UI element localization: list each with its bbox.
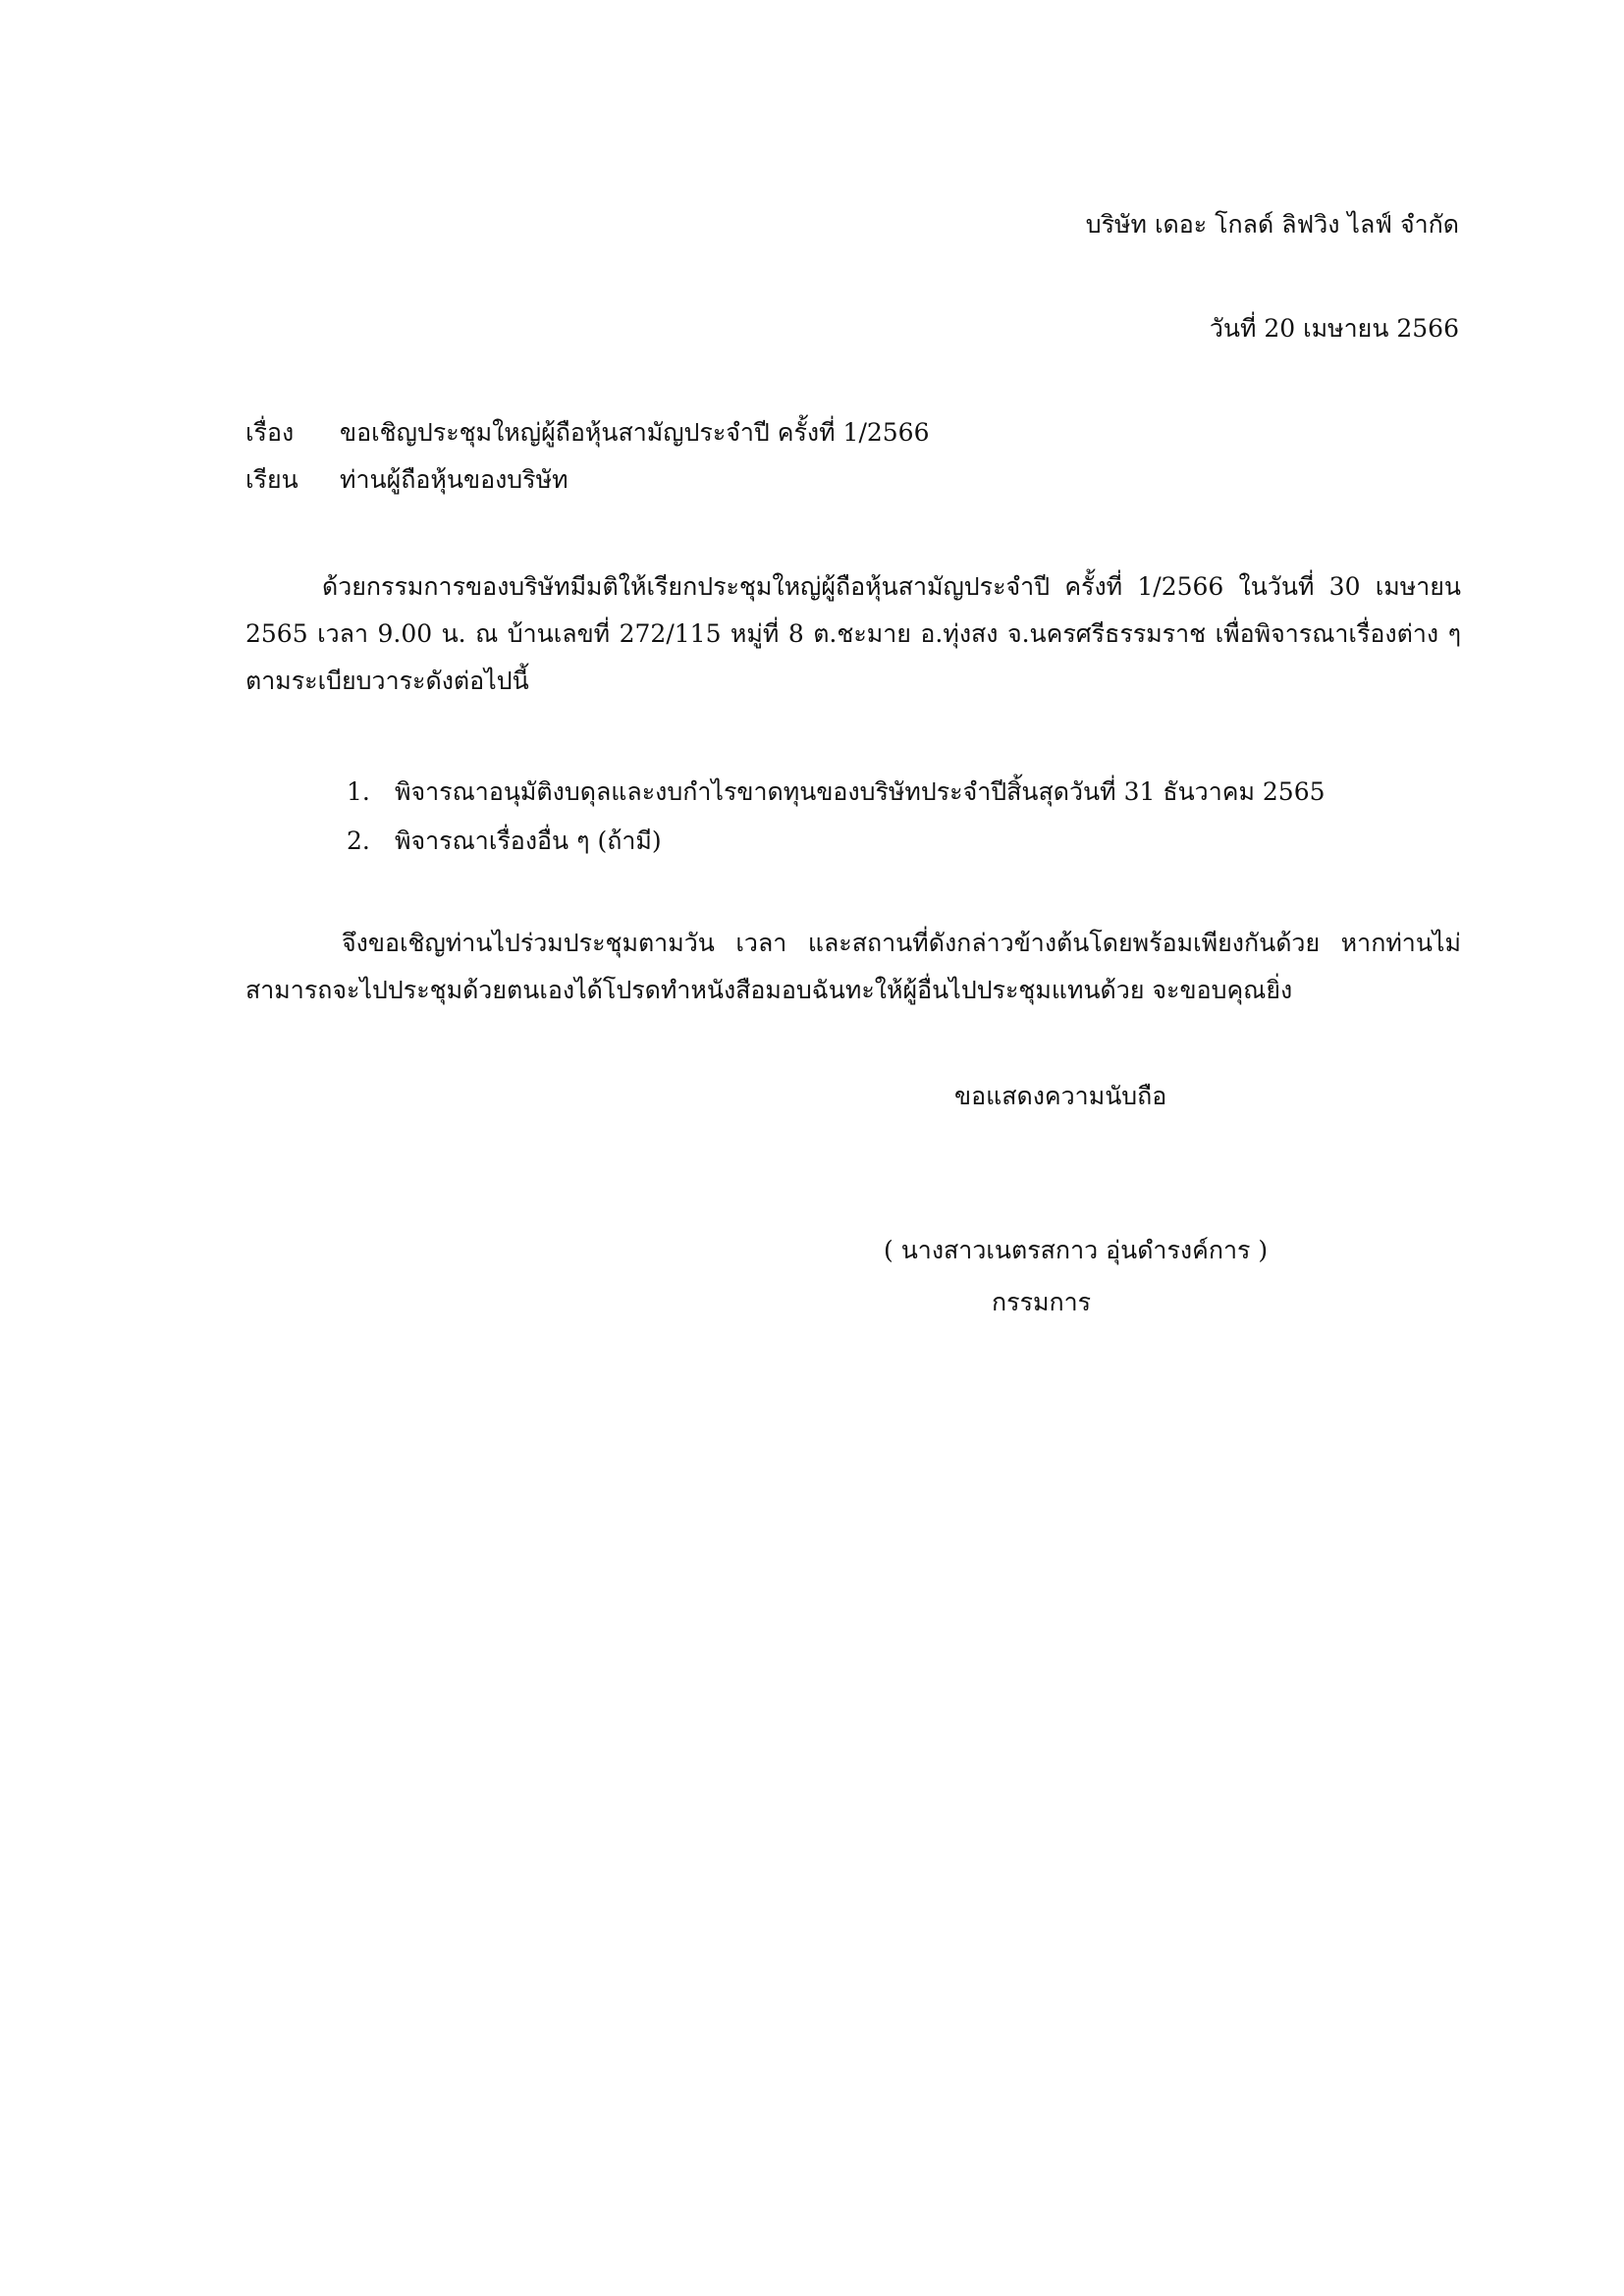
invitation-paragraph: จึงขอเชิญท่านไปร่วมประชุมตามวัน เวลา และสถานที่ดังกล่าวข้างต้นโดยพร้อมเพียงกันด้วย หากท่านไม่สามารถจะไปประชุมด้วยตนเองได้โปรดทำหนังสือมอบฉันทะให้ผู้อื่นไปประชุมแทนด้วย จะขอบคุณยิ่ง [245, 929, 1461, 1004]
letter-date: วันที่ 20 เมษายน 2566 [1209, 314, 1459, 343]
agenda-item-text: พิจารณาอนุมัติงบดุลและงบกำไรขาดทุนของบริษัทประจำปีสิ้นสุดวันที่ 31 ธันวาคม 2565 [395, 777, 1326, 806]
agenda-item-number: 1. [347, 777, 370, 806]
signer-name: ( นางสาวเนตรสกาว อุ่นดำรงค์การ ) [884, 1236, 1269, 1264]
subject-label: เรื่อง [245, 418, 295, 447]
agenda-item-text: พิจารณาเรื่องอื่น ๆ (ถ้ามี) [395, 827, 662, 855]
company-name: บริษัท เดอะ โกลด์ ลิฟวิง ไลฟ์ จำกัด [1085, 210, 1459, 239]
recipient-label: เรียน [245, 465, 298, 494]
closing-salutation: ขอแสดงความนับถือ [954, 1082, 1167, 1110]
intro-paragraph: ด้วยกรรมการของบริษัทมีมติให้เรียกประชุมใหญ่ผู้ถือหุ้นสามัญประจำปี ครั้งที่ 1/2566 ในวันที่ 30 เมษายน 2565 เวลา 9.00 น. ณ บ้านเลขที่ 272/115 หมู่ที่ 8 ต.ชะมาย อ.ทุ่งสง จ.นครศรีธรรมราช เพื่อพิจารณาเรื่องต่าง ๆ ตามระเบียบวาระดังต่อไปนี้ [245, 572, 1461, 695]
agenda-item-number: 2. [347, 827, 370, 855]
signer-position: กรรมการ [992, 1288, 1092, 1316]
recipient-text: ท่านผู้ถือหุ้นของบริษัท [340, 465, 568, 494]
subject-text: ขอเชิญประชุมใหญ่ผู้ถือหุ้นสามัญประจำปี ครั้งที่ 1/2566 [340, 418, 930, 447]
